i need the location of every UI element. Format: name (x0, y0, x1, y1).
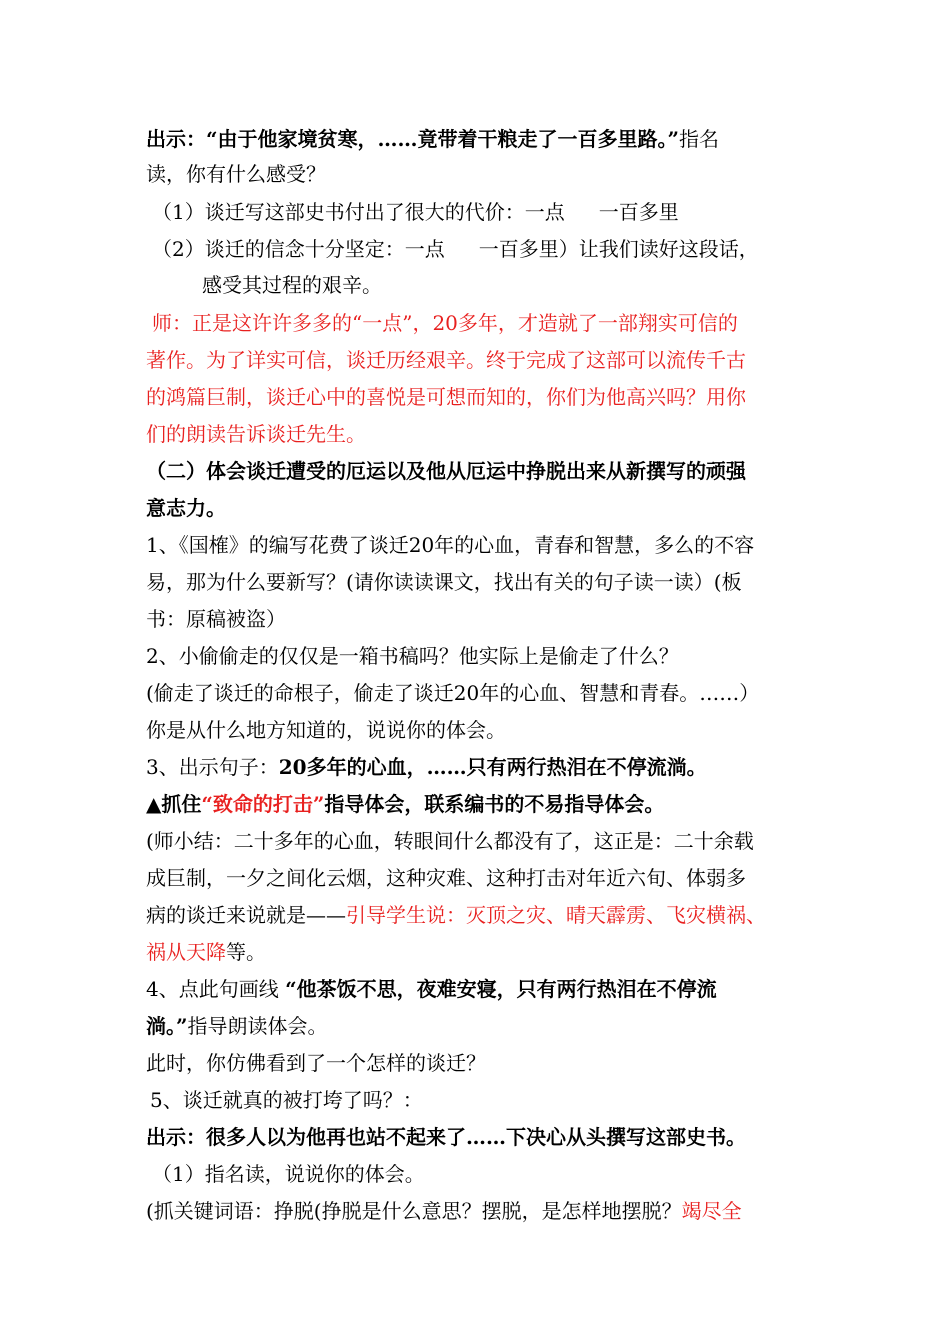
text-line (146, 752, 816, 782)
text-segment: 指名 (679, 127, 720, 151)
text-line (152, 1159, 822, 1189)
text-segment: 病的谈迁来说就是—— (146, 903, 346, 927)
text-segment: (师小结：二十多年的心血，转眼间什么都没有了，这正是：二十余载 (146, 829, 754, 853)
text-line (146, 1048, 816, 1078)
text-line (146, 345, 816, 375)
text-segment: 成巨制，一夕之间化云烟，这种灾难、这种打击对年近六旬、体弱多 (146, 866, 746, 890)
text-segment: 淌。” (146, 1014, 188, 1038)
text-segment: 易，那为什么要新写？(请你读读课文，找出有关的句子读一读）(板 (146, 570, 742, 594)
text-segment: (偷走了谈迁的命根子，偷走了谈迁20年的心血、智慧和青春。……） (146, 681, 760, 705)
text-segment: “致命的打击” (201, 792, 325, 816)
text-line (146, 715, 816, 745)
text-segment: 等。 (226, 940, 266, 964)
text-segment: 的鸿篇巨制，谈迁心中的喜悦是可想而知的，你们为他高兴吗？用你 (146, 385, 746, 409)
text-segment: 们的朗读告诉谈迁先生。 (146, 422, 366, 446)
text-segment: （1）指名读，说说你的体会。 (152, 1162, 425, 1186)
text-line (152, 197, 822, 227)
text-line (152, 308, 822, 338)
text-line (202, 270, 872, 300)
text-line (146, 678, 816, 708)
text-segment: 一百多里 (598, 200, 679, 224)
text-segment: 1、《国榷》的编写花费了谈迁20年的心血，青春和智慧，多么的不容 (146, 533, 755, 557)
text-line (146, 937, 816, 967)
text-line (146, 826, 816, 856)
text-line (146, 567, 816, 597)
text-line (146, 1011, 816, 1041)
text-line (146, 974, 816, 1004)
text-segment: (抓关键词语：挣脱(挣脱是什么意思？摆脱，是怎样地摆脱？ (146, 1199, 682, 1223)
text-line (146, 604, 816, 634)
text-segment: 竭尽全 (681, 1199, 742, 1223)
text-segment: 感受其过程的艰辛。 (202, 273, 382, 297)
text-segment: 4、点此句画线 (146, 977, 286, 1001)
text-line (146, 419, 816, 449)
text-line (152, 234, 822, 264)
text-segment: 意志力。 (146, 496, 226, 520)
text-segment: 3、出示句子： (146, 755, 279, 779)
text-line (146, 159, 816, 189)
text-line (150, 1085, 820, 1115)
text-line (146, 1196, 816, 1226)
text-segment: 指导朗读体会。 (187, 1014, 328, 1038)
text-line (146, 863, 816, 893)
text-segment: 著作。为了详实可信，谈迁历经艰辛。终于完成了这部可以流传千古 (146, 348, 746, 372)
text-line (146, 900, 816, 930)
text-line (146, 124, 816, 154)
text-segment: “他茶饭不思，夜难安寝，只有两行热泪在不停流 (285, 977, 717, 1001)
text-segment: （二）体会谈迁遭受的厄运以及他从厄运中挣脱出来从新撰写的顽强 (146, 459, 746, 483)
text-segment: 你是从什么地方知道的，说说你的体会。 (146, 718, 506, 742)
text-segment: 出示：“由于他家境贫寒，……竟带着干粮走了一百多里路。” (146, 127, 680, 151)
text-segment: 指导体会，联系编书的不易指导体会。 (324, 792, 665, 816)
text-segment: 书：原稿被盗） (146, 607, 286, 631)
text-line (146, 530, 816, 560)
text-segment: 引导学生说：灭顶之灾、晴天霹雳、飞灾横祸、 (346, 903, 766, 927)
text-segment: 师：正是这许许多多的“一点”，20多年，才造就了一部翔实可信的 (152, 311, 738, 335)
text-segment: （2）谈迁的信念十分坚定：一点 (152, 237, 445, 261)
text-segment: ▲抓住 (146, 792, 202, 816)
text-segment: 一百多里）让我们读好这段话， (478, 237, 759, 261)
text-line (146, 456, 816, 486)
text-segment: 2、小偷偷走的仅仅是一箱书稿吗？他实际上是偷走了什么？ (146, 644, 679, 668)
text-segment: 祸从天降 (146, 940, 226, 964)
text-segment: 出示：很多人以为他再也站不起来了……下决心从头撰写这部史书。 (146, 1125, 746, 1149)
text-line (146, 382, 816, 412)
text-segment: 5、谈迁就真的被打垮了吗？： (150, 1088, 423, 1112)
text-segment: 20多年的心血，……只有两行热泪在不停流淌。 (278, 755, 707, 779)
text-line (146, 493, 816, 523)
text-line (146, 641, 816, 671)
text-line (146, 789, 816, 819)
text-segment: 读，你有什么感受？ (146, 162, 326, 186)
text-segment: （1）谈迁写这部史书付出了很大的代价：一点 (152, 200, 565, 224)
text-line (146, 1122, 816, 1152)
text-segment: 此时，你仿佛看到了一个怎样的谈迁？ (146, 1051, 486, 1075)
